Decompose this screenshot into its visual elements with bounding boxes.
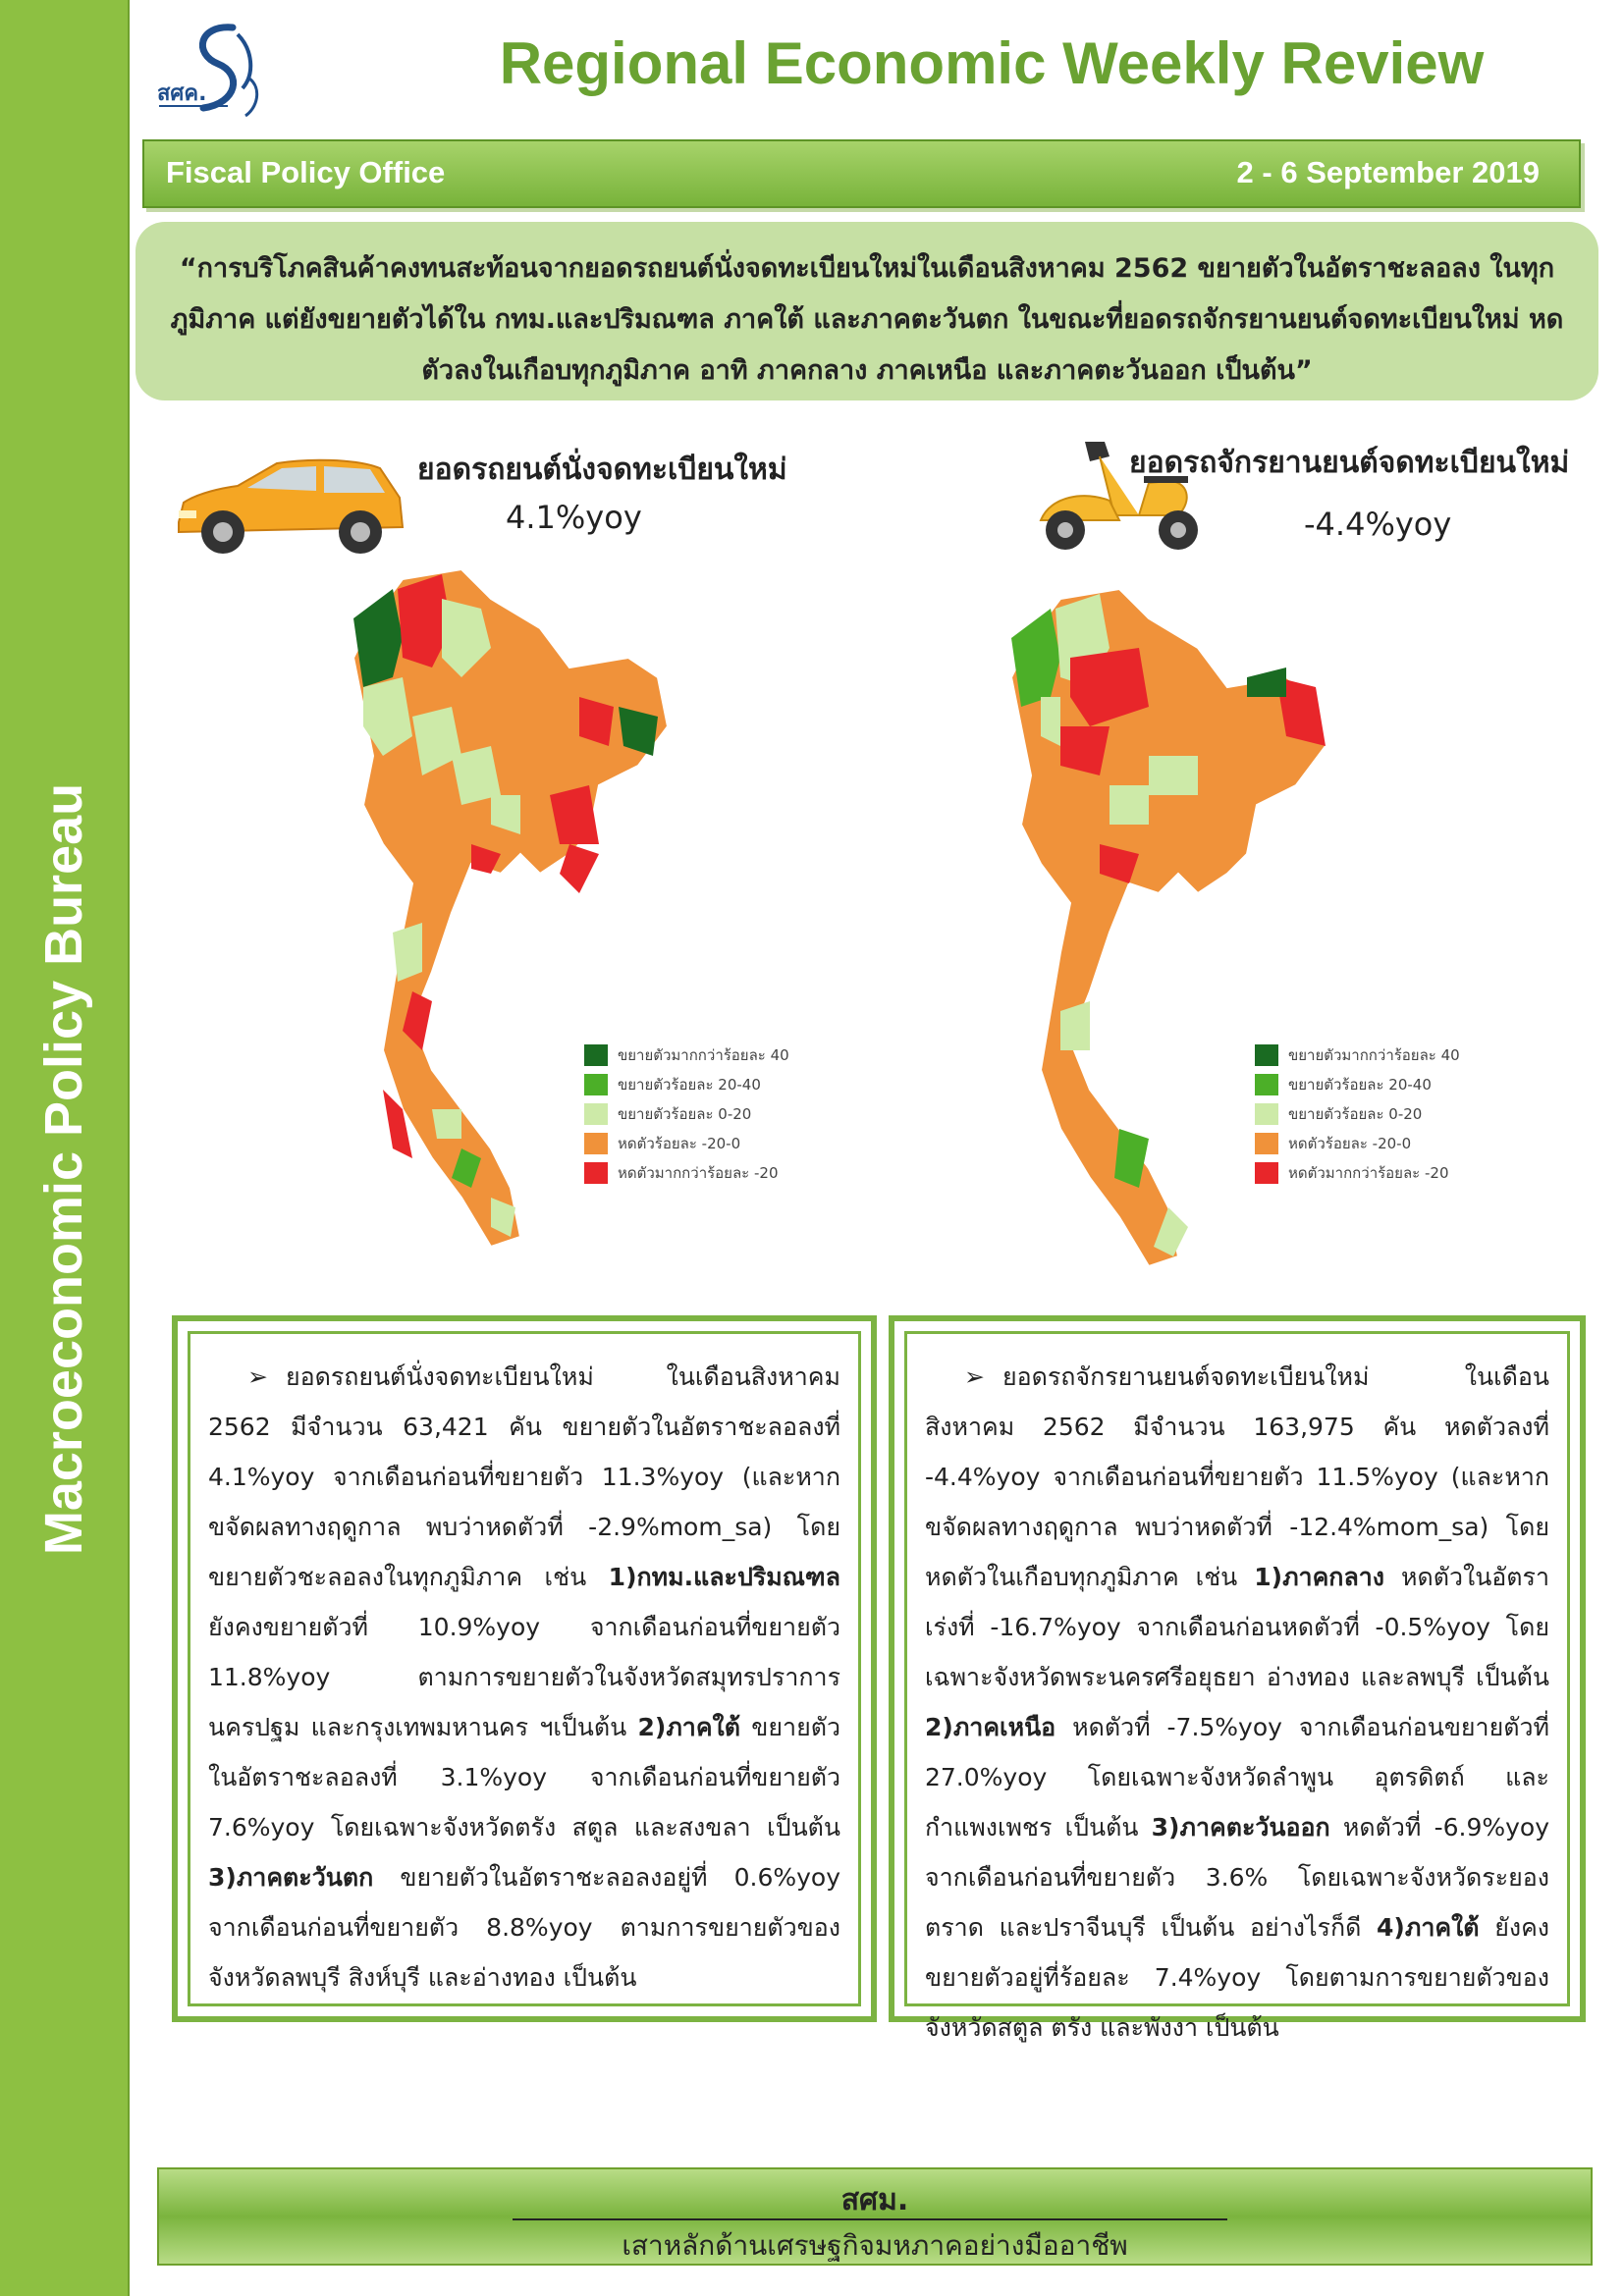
legend-item: หดตัวร้อยละ -20-0 [1255,1129,1460,1158]
car-box-text: ยังคงขยายตัวที่ 10.9%yoy จากเดือนก่อนที่ขยายตัว 11.8%yoy ตามการขยายตัวในจังหวัดสมุทรปราการ นครปฐม และกรุงเทพมหานคร ฯเป็นต้น [208,1613,840,1741]
car-box-text: ยอดรถยนต์นั่งจดทะเบียนใหม่ ในเดือนสิงหาคม 2562 มีจำนวน 63,421 คัน ขยายตัวในอัตราชะลอลงที่ 4.1%yoy จากเดือนก่อนที่ขยายตัว 11.3%yoy (และหากขจัดผลทางฤดูกาล พบว่าหดตัวที่ -2.9%mom_sa) โดยขยายตัวชะลอลงในทุกภูมิภาค เช่น [208,1362,840,1591]
moto-box-bold: 2)ภาคเหนือ [925,1713,1056,1741]
info-bar [142,139,1581,208]
org-name: Fiscal Policy Office [166,155,446,189]
legend-item: ขยายตัวมากกว่าร้อยละ 40 [1255,1041,1460,1070]
car-summary-box [172,1315,877,2022]
moto-box-text: หดตัวที่ -6.9%yoy จากเดือนก่อนที่ขยายตัว 3.6% โดยเฉพาะจังหวัดระยอง ตราด และปราจีนบุรี เป็นต้น อย่างไรก็ดี [925,1813,1549,1942]
arrow-bullet-icon: ➢ [964,1362,985,1391]
moto-value: -4.4%yoy [1304,506,1452,543]
legend-item: หดตัวมากกว่าร้อยละ -20 [584,1158,789,1188]
car-box-text: ขยายตัวในอัตราชะลอลงอยู่ที่ 0.6%yoy จากเดือนก่อนที่ขยายตัว 8.8%yoy ตามการขยายตัวของจังหวัดลพบุรี สิงห์บุรี และอ่างทอง เป็นต้น [208,1863,840,1992]
arrow-bullet-icon: ➢ [247,1362,268,1391]
legend-item: ขยายตัวร้อยละ 0-20 [584,1099,789,1129]
car-value: 4.1%yoy [506,499,642,536]
car-map-legend [584,1041,789,1188]
moto-title: ยอดรถจักรยานยนต์จดทะเบียนใหม่ [1129,446,1570,480]
footer-motto: เสาหลักด้านเศรษฐกิจมหภาคอย่างมืออาชีพ [622,2229,1128,2262]
summary-quote: “การบริโภคสินค้าคงทนสะท้อนจากยอดรถยนต์นั่งจดทะเบียนใหม่ในเดือนสิงหาคม 2562 ขยายตัวในอัตราชะลอลง ในทุกภูมิภาค แต่ยังขยายตัวได้ใน กทม.และปริมณฑล ภาคใต้ และภาคตะวันตก ในขณะที่ยอดรถจักรยานยนต์จดทะเบียนใหม่ หดตัวลงในเกือบทุกภูมิภาค อาทิ ภาคกลาง ภาคเหนือ และภาคตะวันออก เป็นต้น” [135,222,1598,400]
sidebar-label: Macroeconomic Policy Bureau [34,782,93,1556]
car-box-bold: 3)ภาคตะวันตก [208,1863,374,1892]
moto-summary-box [889,1315,1586,2042]
legend-item: ขยายตัวร้อยละ 0-20 [1255,1099,1460,1129]
footer-divider [513,2218,1227,2220]
legend-item: ขยายตัวร้อยละ 20-40 [1255,1070,1460,1099]
logo-text: สศค. [157,81,207,106]
moto-box-text: หดตัวในอัตราเร่งที่ -16.7%yoy จากเดือนก่อนหดตัวที่ -0.5%yoy โดยเฉพาะจังหวัดพระนครศรีอยุธยา อ่างทอง และลพบุรี เป็นต้น [925,1563,1549,1691]
sidebar [0,0,130,2296]
moto-map-legend [1255,1041,1460,1188]
moto-box-bold: 1)ภาคกลาง [1254,1563,1385,1591]
car-title: ยอดรถยนต์นั่งจดทะเบียนใหม่ [417,453,787,487]
moto-box-text: หดตัวที่ -7.5%yoy จากเดือนก่อนขยายตัวที่ 27.0%yoy โดยเฉพาะจังหวัดลำพูน อุตรดิตถ์ และกำแพงเพชร เป็นต้น [925,1713,1549,1842]
car-box-text: ขยายตัวในอัตราชะลอลงที่ 3.1%yoy จากเดือนก่อนที่ขยายตัว 7.6%yoy โดยเฉพาะจังหวัดตรัง สตูล และสงขลา เป็นต้น [208,1713,841,1842]
report-date: 2 - 6 September 2019 [1236,155,1540,189]
legend-item: หดตัวมากกว่าร้อยละ -20 [1255,1158,1460,1188]
footer-banner [157,2167,1593,2266]
footer-org: สศม. [840,2183,909,2217]
car-icon [169,454,414,561]
moto-box-bold: 3)ภาคตะวันออก [1151,1813,1330,1842]
legend-item: หดตัวร้อยละ -20-0 [584,1129,789,1158]
car-box-bold: 1)กทม.และปริมณฑล [608,1563,840,1591]
legend-item: ขยายตัวร้อยละ 20-40 [584,1070,789,1099]
legend-item: ขยายตัวมากกว่าร้อยละ 40 [584,1041,789,1070]
page-title: Regional Economic Weekly Review [499,30,1485,96]
car-box-bold: 2)ภาคใต้ [637,1713,741,1741]
moto-box-bold: 4)ภาคใต้ [1377,1913,1480,1942]
fpo-logo [139,20,287,128]
moto-box-text: ยอดรถจักรยานยนต์จดทะเบียนใหม่ ในเดือนสิงหาคม 2562 มีจำนวน 163,975 คัน หดตัวลงที่ -4.4%yoy จากเดือนก่อนที่ขยายตัว 11.5%yoy (และหากขจัดผลทางฤดูกาล พบว่าหดตัวที่ -12.4%mom_sa) โดยหดตัวในเกือบทุกภูมิภาค เช่น [925,1362,1549,1591]
moto-box-text: ยังคงขยายตัวอยู่ที่ร้อยละ 7.4%yoy โดยตามการขยายตัวของจังหวัดสตูล ตรัง และพังงา เป็นต้น [925,1913,1549,2042]
